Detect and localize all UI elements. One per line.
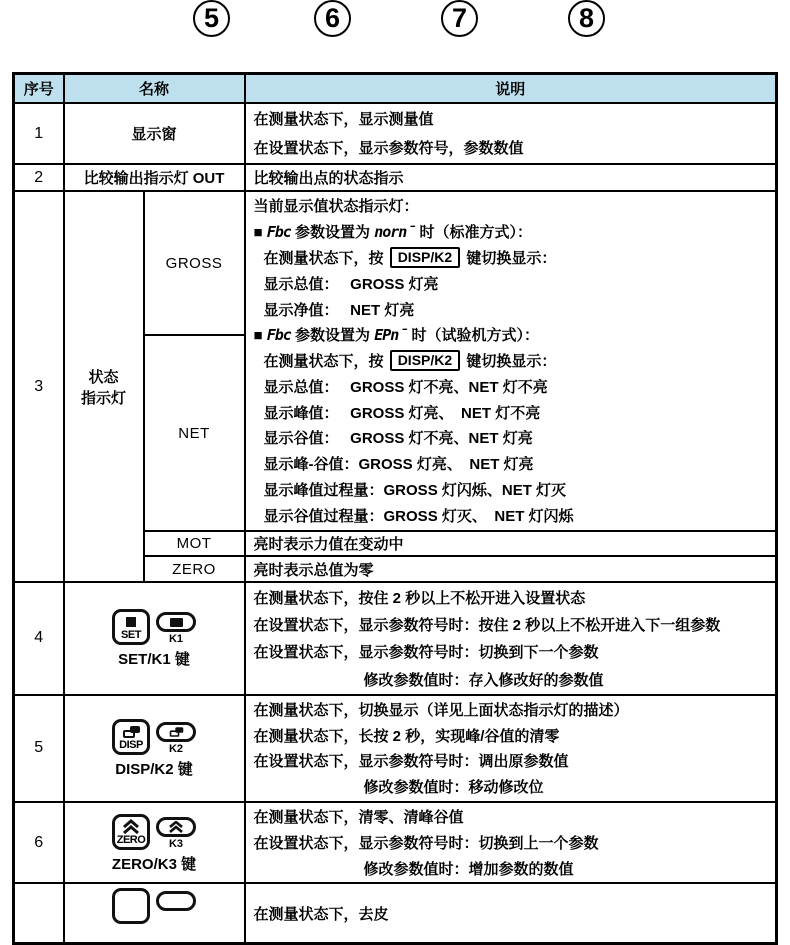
disp-key-text: DISP [119, 739, 143, 752]
row3-main-desc [245, 191, 777, 531]
text-span: 显示峰值过程量：GROSS 灯闪烁、NET 灯灭 [263, 482, 567, 500]
row2-name: 比较输出指示灯 OUT [64, 164, 245, 191]
text-span: 修改参数值时：增加参数的数值 [363, 860, 574, 878]
table-row [14, 883, 777, 943]
desc-line [254, 401, 770, 427]
row3-mot-desc: 亮时表示力值在变动中 [245, 531, 777, 556]
set-k1-keys [67, 609, 242, 645]
text-span: 在设置状态下，显示参数符号时：切换到上一个参数 [253, 834, 599, 852]
desc-line [254, 667, 770, 694]
text-span: 显示总值： GROSS 灯不亮、NET 灯不亮 [263, 378, 548, 396]
desc-line [254, 452, 770, 478]
text-span: 在测量状态下，切换显示（详见上面状态指示灯的描述） [253, 701, 629, 719]
text-span: 在测量状态下，按住 2 秒以上不松开进入设置状态 [253, 590, 586, 607]
row3-sub-zero: ZERO [144, 556, 245, 582]
text-span: 在设置状态下，显示参数符号时：切换到下一个参数 [253, 644, 599, 662]
seven-segment-text: EPn̄ [374, 326, 408, 345]
square-glyph [126, 614, 136, 629]
text-span: 在设置状态下，显示参数符号时：调出原参数值 [253, 753, 569, 771]
key-box-label: DISP/K2 [390, 247, 460, 268]
text-span: 显示谷值过程量：GROSS 灯灭、 NET 灯闪烁 [263, 507, 574, 525]
desc-line [254, 478, 770, 504]
seven-segment-text: Fbc [266, 223, 291, 242]
text-span: 在测量状态下，长按 2 秒，实现峰/谷值的清零 [253, 727, 560, 745]
row2-desc [245, 164, 777, 191]
desc-line [254, 698, 770, 724]
row6-name [64, 802, 245, 883]
desc-line [254, 901, 770, 928]
row7-desc [245, 883, 777, 943]
text-span: ■ [253, 327, 267, 345]
desc-line [254, 106, 770, 135]
desc-line [254, 639, 770, 666]
k2-key [156, 722, 196, 755]
col-header-no: 序号 [14, 74, 64, 104]
zero-k3-keys [67, 814, 242, 850]
row3-no: 3 [14, 191, 64, 582]
row1-name: 显示窗 [64, 103, 245, 164]
desc-line [254, 375, 770, 401]
desc-line [254, 857, 770, 883]
desc-line [254, 246, 770, 272]
desc-line [254, 298, 770, 324]
row3-sub-net: NET [144, 335, 245, 531]
text-span: 参数设置为 [290, 224, 375, 242]
row1-desc [245, 103, 777, 164]
text-span: 在设置状态下，显示参数符号时：按住 2 秒以上不松开进入下一组参数 [253, 617, 721, 635]
display-glyph [123, 724, 140, 739]
desc-line [254, 585, 770, 612]
double-chevron-up-icon [121, 819, 141, 834]
text-span: 修改参数值时：移动修改位 [363, 779, 544, 797]
row3-name-line1: 状态 [88, 368, 119, 386]
callout-5: 5 [193, 0, 230, 37]
text-span: 在测量状态下，去皮 [253, 905, 389, 923]
text-span: 显示净值： NET 灯亮 [263, 301, 415, 319]
col-header-desc: 说明 [245, 74, 777, 104]
row5-no: 5 [14, 695, 64, 802]
desc-line [254, 349, 770, 375]
row5-key-caption: DISP/K2 键 [115, 761, 193, 779]
disp-key-icon [112, 719, 150, 755]
desc-line [254, 323, 770, 349]
set-key-text: SET [121, 629, 141, 642]
desc-line [254, 805, 770, 831]
set-key-icon [112, 609, 150, 645]
row3-sub-gross: GROSS [144, 191, 245, 335]
zero-key-icon [112, 814, 150, 850]
text-span: ■ [253, 224, 267, 242]
text-span: 显示峰值： GROSS 灯亮、 NET 灯不亮 [263, 404, 541, 422]
text-span: 显示谷值： GROSS 灯不亮、NET 灯亮 [263, 430, 533, 448]
text-span: 在测量状态下，按 [263, 249, 388, 267]
k1-key [156, 612, 196, 645]
text-span: 参数设置为 [290, 327, 375, 345]
row5-desc [245, 695, 777, 802]
table-row [14, 582, 777, 695]
table-row [14, 802, 777, 883]
desc-line [254, 504, 770, 530]
row4-key-caption: SET/K1 键 [118, 651, 190, 669]
row5-name [64, 695, 245, 802]
desc-line [254, 724, 770, 750]
square-glyph [170, 618, 183, 627]
callout-7: 7 [441, 0, 478, 37]
col-header-name: 名称 [64, 74, 245, 104]
row3-name-line2: 指示灯 [80, 389, 126, 407]
callout-8: 8 [568, 0, 605, 37]
row4-name [64, 582, 245, 695]
seven-segment-text: norn̄ [374, 223, 416, 242]
seven-segment-text: Fbc [266, 326, 291, 345]
k1-pill-icon [156, 612, 196, 632]
k3-pill-icon [156, 817, 196, 837]
text-span: 显示峰-谷值：GROSS 灯亮、 NET 灯亮 [263, 456, 534, 474]
display-glyph [169, 728, 183, 738]
row7-pill-icon [156, 891, 196, 911]
row3-name [64, 191, 144, 582]
desc-line [254, 749, 770, 775]
table-row [14, 164, 777, 191]
row6-key-caption: ZERO/K3 键 [111, 855, 197, 873]
row2-no: 2 [14, 164, 64, 191]
desc-line [254, 220, 770, 246]
row1-no: 1 [14, 103, 64, 164]
row4-no: 4 [14, 582, 64, 695]
row6-no: 6 [14, 802, 64, 883]
row7-keys [67, 888, 242, 924]
double-chevron-up-icon [168, 821, 184, 833]
row3-sub-mot: MOT [144, 531, 245, 556]
row6-desc [245, 802, 777, 883]
table-header-row [14, 74, 777, 104]
k3-label: K3 [168, 837, 184, 850]
table-row [14, 191, 777, 335]
desc-line [254, 775, 770, 801]
row7-no [14, 883, 64, 943]
k3-key [156, 817, 196, 850]
text-span: 修改参数值时：存入修改好的参数值 [363, 671, 604, 689]
text-span: 时（试验机方式）： [407, 327, 539, 345]
text-span: 在设置状态下，显示参数符号，参数数值 [253, 139, 524, 157]
row4-desc [245, 582, 777, 695]
table-row [14, 695, 777, 802]
text-span: 在测量状态下，显示测量值 [253, 111, 434, 128]
key-box-label: DISP/K2 [390, 350, 460, 371]
row7-pill [156, 891, 196, 911]
zero-key-text: ZERO [116, 833, 146, 846]
desc-line [254, 831, 770, 857]
desc-line [254, 612, 770, 639]
k2-pill-icon [156, 722, 196, 742]
desc-line [254, 167, 770, 188]
desc-line [254, 194, 770, 220]
k2-label: K2 [168, 743, 184, 756]
text-span: 在测量状态下，清零、清峰谷值 [253, 809, 464, 826]
text-span: 当前显示值状态指示灯： [253, 198, 419, 216]
text-span: 键切换显示： [462, 249, 557, 267]
text-span: 键切换显示： [462, 353, 557, 371]
desc-line [254, 426, 770, 452]
row7-name [64, 883, 245, 943]
row7-key-icon [112, 888, 150, 924]
text-span: 比较输出点的状态指示 [253, 170, 404, 187]
text-span: 时（标准方式）： [415, 224, 533, 242]
disp-k2-keys [67, 719, 242, 755]
text-span: 在测量状态下，按 [263, 353, 388, 371]
desc-line [254, 135, 770, 164]
k1-label: K1 [168, 633, 184, 646]
table-row [14, 103, 777, 164]
callout-6: 6 [314, 0, 351, 37]
panel-description-table [12, 72, 778, 945]
row3-zero-desc: 亮时表示总值为零 [245, 556, 777, 582]
text-span: 显示总值： GROSS 灯亮 [263, 275, 439, 293]
desc-line [254, 272, 770, 298]
